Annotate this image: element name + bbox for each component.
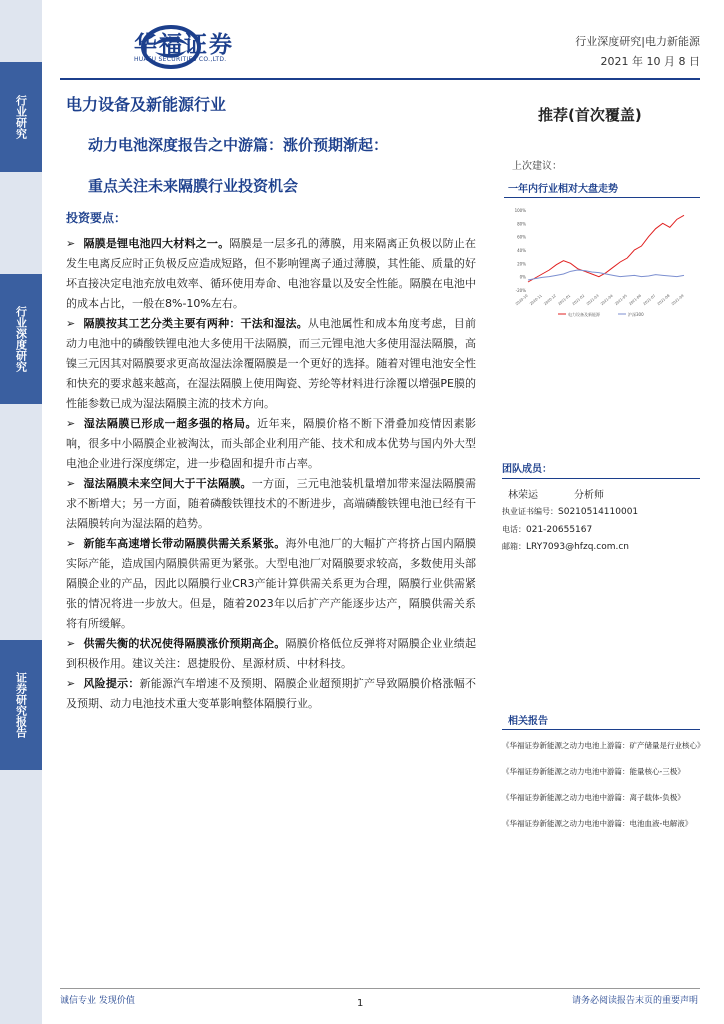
x-tick-label: 2021-01: [557, 293, 572, 307]
header-info: [575, 32, 700, 72]
related-divider: [502, 729, 700, 730]
last-advice: 上次建议：: [512, 161, 562, 172]
x-tick-label: 2020-10: [514, 293, 529, 307]
y-tick-label: 80%: [517, 221, 526, 227]
y-tick-label: 0%: [519, 274, 526, 280]
header-divider: [60, 78, 700, 80]
legend-label: 沪深300: [628, 312, 644, 317]
related-report-item[interactable]: 《华福证券新能源之动力电池中游篇：能量核心-三极》: [502, 767, 685, 776]
email-info: 邮箱：LRY7093@hfzq.com.cn: [502, 542, 629, 552]
key-points-body: [66, 234, 476, 714]
key-point: ➢ 隔膜是锂电池四大材料之一。隔膜是一层多孔的薄膜，用来隔离正负极以防止在发生电离反应时正负极反应造成短路，但不影响锂离子通过薄膜，其性能、质量的好坏直接决定电池充放电效率、循环使用寿命、电池容量以及安全性能。隔膜在电池中的成本占比，一般在8%-10%左右。: [66, 237, 477, 310]
y-tick-label: 60%: [517, 234, 526, 240]
x-tick-label: 2021-03: [585, 293, 600, 307]
team-divider: [502, 478, 700, 479]
company-name: 华福证券: [134, 32, 234, 58]
report-type: 行业深度研究|电力新能源: [575, 35, 700, 48]
left-sidebar: [0, 0, 42, 1024]
x-tick-label: 2021-07: [642, 293, 657, 307]
key-point: ➢ 湿法隔膜未来空间大于干法隔膜。一方面，三元电池装机量增加带来湿法隔膜需求不断增大；另一方面，随着磷酸铁锂技术的不断进步，高端磷酸铁锂电池已经有干法隔膜转向为湿法隔的趋势。: [66, 477, 477, 530]
x-tick-label: 2021-02: [571, 293, 586, 307]
key-points-title: 投资要点：: [66, 211, 127, 225]
key-point: ➢ 新能车高速增长带动隔膜供需关系紧张。海外电池厂的大幅扩产将挤占国内隔膜实际产能，造成国内隔膜供需更为紧张。大型电池厂对隔膜要求较高，多数使用头部隔膜企业的产品，因此以隔膜行业CR3产能计算供需关系更为合理，隔膜行业供需紧张的情况将进一步放大。但是，随着2023年以后扩产产能逐步达产，隔膜供需关系将有所缓解。: [66, 537, 477, 630]
analyst-role: 分析师: [574, 490, 604, 501]
key-point: ➢ 湿法隔膜已形成一超多强的格局。近年来，隔膜价格不断下滑叠加疫情因素影响，很多中小隔膜企业被淘汰，而头部企业利用产能、技术和成本优势与国内外大型电池企业进行深度绑定，进一步稳固和提升市占率。: [66, 417, 477, 470]
x-tick-label: 2021-04: [599, 293, 614, 307]
footer-divider: [60, 988, 700, 989]
sidebar-industry-deep-research: 行业深度研究: [0, 274, 42, 404]
team-title: 团队成员：: [502, 464, 552, 475]
x-tick-label: 2021-05: [614, 293, 628, 307]
sidebar-securities-report: 证券研究报告: [0, 640, 42, 770]
key-point: ➢ 风险提示：新能源汽车增速不及预期、隔膜企业超预期扩产导致隔膜价格涨幅不及预期、动力电池技术重大变革影响整体隔膜行业。: [66, 677, 477, 710]
rating: 推荐(首次覆盖): [538, 106, 642, 124]
company-name-en: HUAFU SECURITIES CO.,LTD.: [134, 56, 227, 63]
sector-title: 电力设备及新能源行业: [66, 95, 227, 114]
y-tick-label: 100%: [514, 208, 526, 213]
x-tick-label: 2021-06: [628, 293, 643, 307]
phone-info: 电话：021-20655167: [502, 525, 593, 535]
report-title-line2: 重点关注未来隔膜行业投资机会: [88, 177, 299, 195]
chart-title: 一年内行业相对大盘走势: [508, 184, 618, 195]
related-report-item[interactable]: 《华福证券新能源之动力电池上游篇：矿产储量是行业核心》: [502, 741, 705, 750]
footer-disclaimer: 请务必阅读报告末页的重要声明: [571, 996, 698, 1006]
x-tick-label: 2020-11: [529, 293, 543, 307]
chart-divider: [504, 197, 700, 198]
footer-slogan: 诚信专业 发现价值: [60, 996, 135, 1006]
relative-performance-chart: [508, 202, 692, 320]
report-title-line1: 动力电池深度报告之中游篇：涨价预期渐起：: [88, 136, 389, 154]
y-tick-label: 40%: [517, 248, 526, 253]
y-tick-label: 20%: [517, 261, 526, 267]
page-number: 1: [357, 998, 364, 1009]
key-point: ➢ 隔膜按其工艺分类主要有两种：干法和湿法。从电池属性和成本角度考虑，目前动力电池中的磷酸铁锂电池大多使用干法隔膜，而三元锂电池大多使用湿法隔膜，高镍三元因其对隔膜要求更高故湿法涂覆隔膜是一个更好的选择。随着对锂电池安全性和快充的要求越来越高，在湿法隔膜上使用陶瓷、芳纶等材料进行涂覆以增强PE膜的性能参数已成为湿法隔膜主流的技术方向。: [66, 317, 477, 410]
related-report-item[interactable]: 《华福证券新能源之动力电池中游篇：电池血液-电解液》: [502, 819, 693, 828]
report-date: 2021 年 10 月 8 日: [600, 55, 700, 68]
license-info: 执业证书编号：S0210514110001: [502, 507, 639, 517]
x-tick-label: 2020-12: [543, 293, 558, 307]
legend-label: 电力设备及新能源: [568, 312, 600, 317]
x-tick-label: 2021-09: [670, 293, 685, 307]
analyst: [508, 486, 604, 501]
y-tick-label: -20%: [515, 288, 526, 293]
related-report-item[interactable]: 《华福证券新能源之动力电池中游篇：离子载体-负极》: [502, 793, 685, 802]
analyst-name: 林荣运: [508, 490, 538, 501]
key-point: ➢ 供需失衡的状况使得隔膜涨价预期高企。隔膜价格低位反弹将对隔膜企业业绩起到积极作用。建议关注：恩捷股份、星源材质、中材科技。: [66, 637, 477, 670]
related-reports-title: 相关报告: [508, 716, 548, 727]
x-tick-label: 2021-08: [656, 293, 671, 307]
related-reports-list: [502, 736, 712, 840]
sidebar-industry-research: 行业研究: [0, 62, 42, 172]
